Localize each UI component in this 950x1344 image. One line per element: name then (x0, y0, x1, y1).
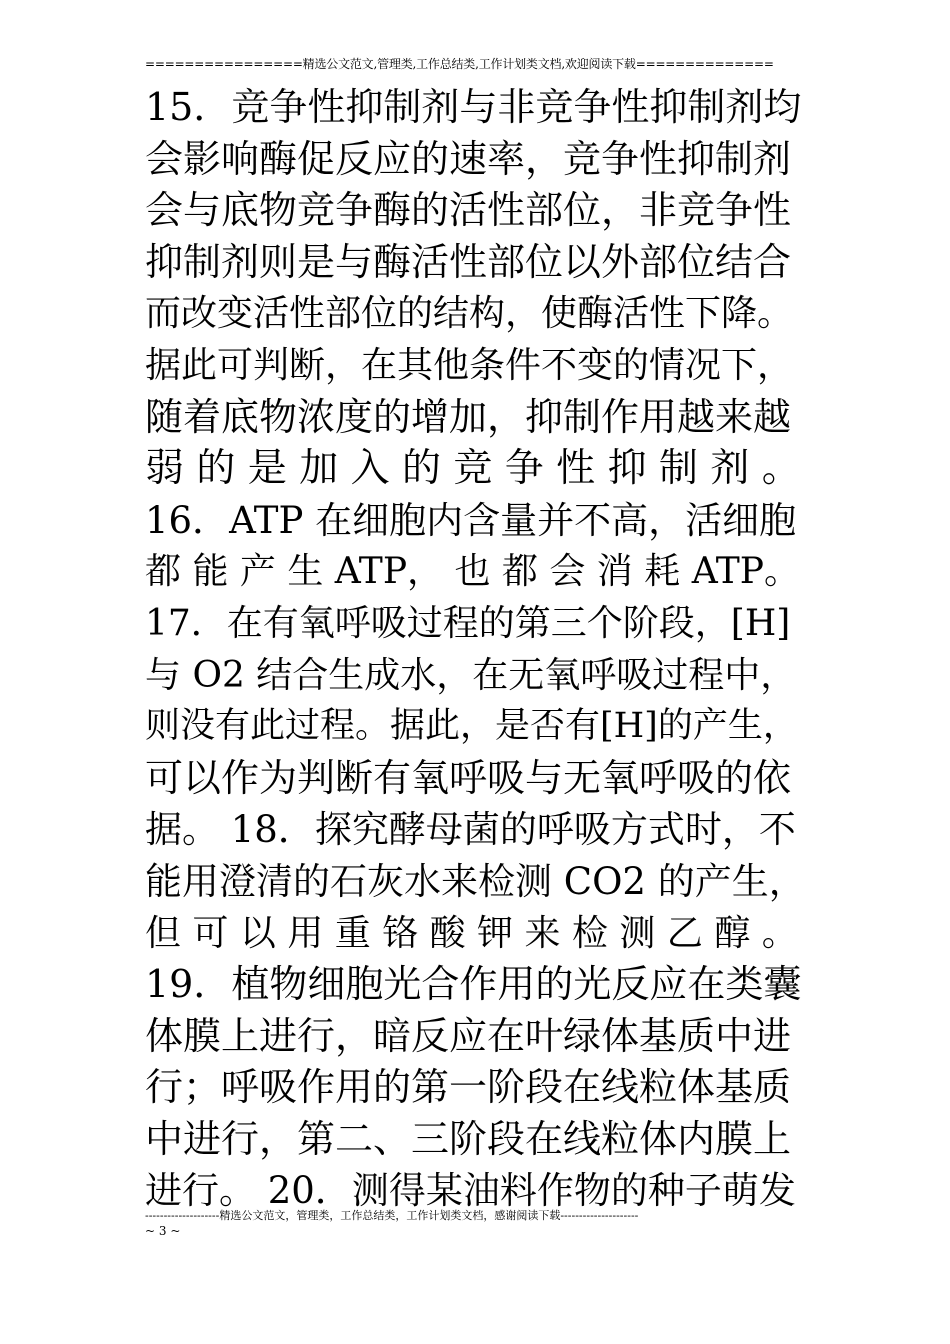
text-line: 体膜上进行，暗反应在叶绿体基质中进 (145, 1013, 792, 1058)
text-line: 19．植物细胞光合作用的光反应在类囊 (145, 962, 802, 1007)
text-line: 弱 的 是 加 入 的 竞 争 性 抑 制 剂 。 (145, 446, 801, 492)
text-line: 据此可判断，在其他条件不变的情况下， (145, 344, 794, 386)
text-line: 会与底物竞争酶的活性部位，非竞争性 (145, 188, 792, 233)
text-line: 而改变活性部位的结构，使酶活性下降。 (145, 293, 794, 335)
text-line: 16．ATP 在细胞内含量并不高，活细胞 (145, 498, 797, 542)
text-line: 17．在有氧呼吸过程的第三个阶段，[H] (145, 602, 791, 644)
text-line: 会影响酶促反应的速率，竞争性抑制剂 (145, 136, 792, 181)
text-line: 与 O2 结合生成水，在无氧呼吸过程中， (145, 654, 797, 696)
text-line: 都 能 产 生 ATP， 也 都 会 消 耗 ATP。 (145, 551, 800, 593)
text-line: 可以作为判断有氧呼吸与无氧呼吸的依 (145, 755, 792, 800)
text-line: 能用澄清的石灰水来检测 CO2 的产生， (145, 859, 806, 903)
text-line: 但 可 以 用 重 铬 酸 钾 来 检 测 乙 醇 。 (145, 912, 798, 954)
text-line: 据。 18．探究酵母菌的呼吸方式时，不 (145, 808, 796, 852)
text-line: 进行。 20．测得某油料作物的种子萌发 (145, 1169, 796, 1213)
text-line: 中进行，第二、三阶段在线粒体内膜上 (145, 1116, 792, 1161)
page-number: ~ 3 ~ (145, 1224, 181, 1238)
text-line: 则没有此过程。据此，是否有[H]的产生， (145, 706, 798, 747)
document-body (145, 82, 807, 1217)
text-line: 抑制剂则是与酶活性部位以外部位结合 (145, 239, 792, 284)
page-header: ================精选公文范文,管理类,工作总结类,工作计划类文档,欢迎阅读下载============== (145, 57, 774, 71)
text-line: 15．竞争性抑制剂与非竞争性抑制剂均 (145, 85, 802, 129)
text-line: 随着底物浓度的增加，抑制作用越来越 (145, 394, 792, 439)
text-line: 行；呼吸作用的第一阶段在线粒体基质 (145, 1065, 792, 1110)
page-footer: --------------------精选公文范文，管理类，工作总结类，工作计划类文档，感谢阅读下载--------------------- (145, 1209, 639, 1222)
